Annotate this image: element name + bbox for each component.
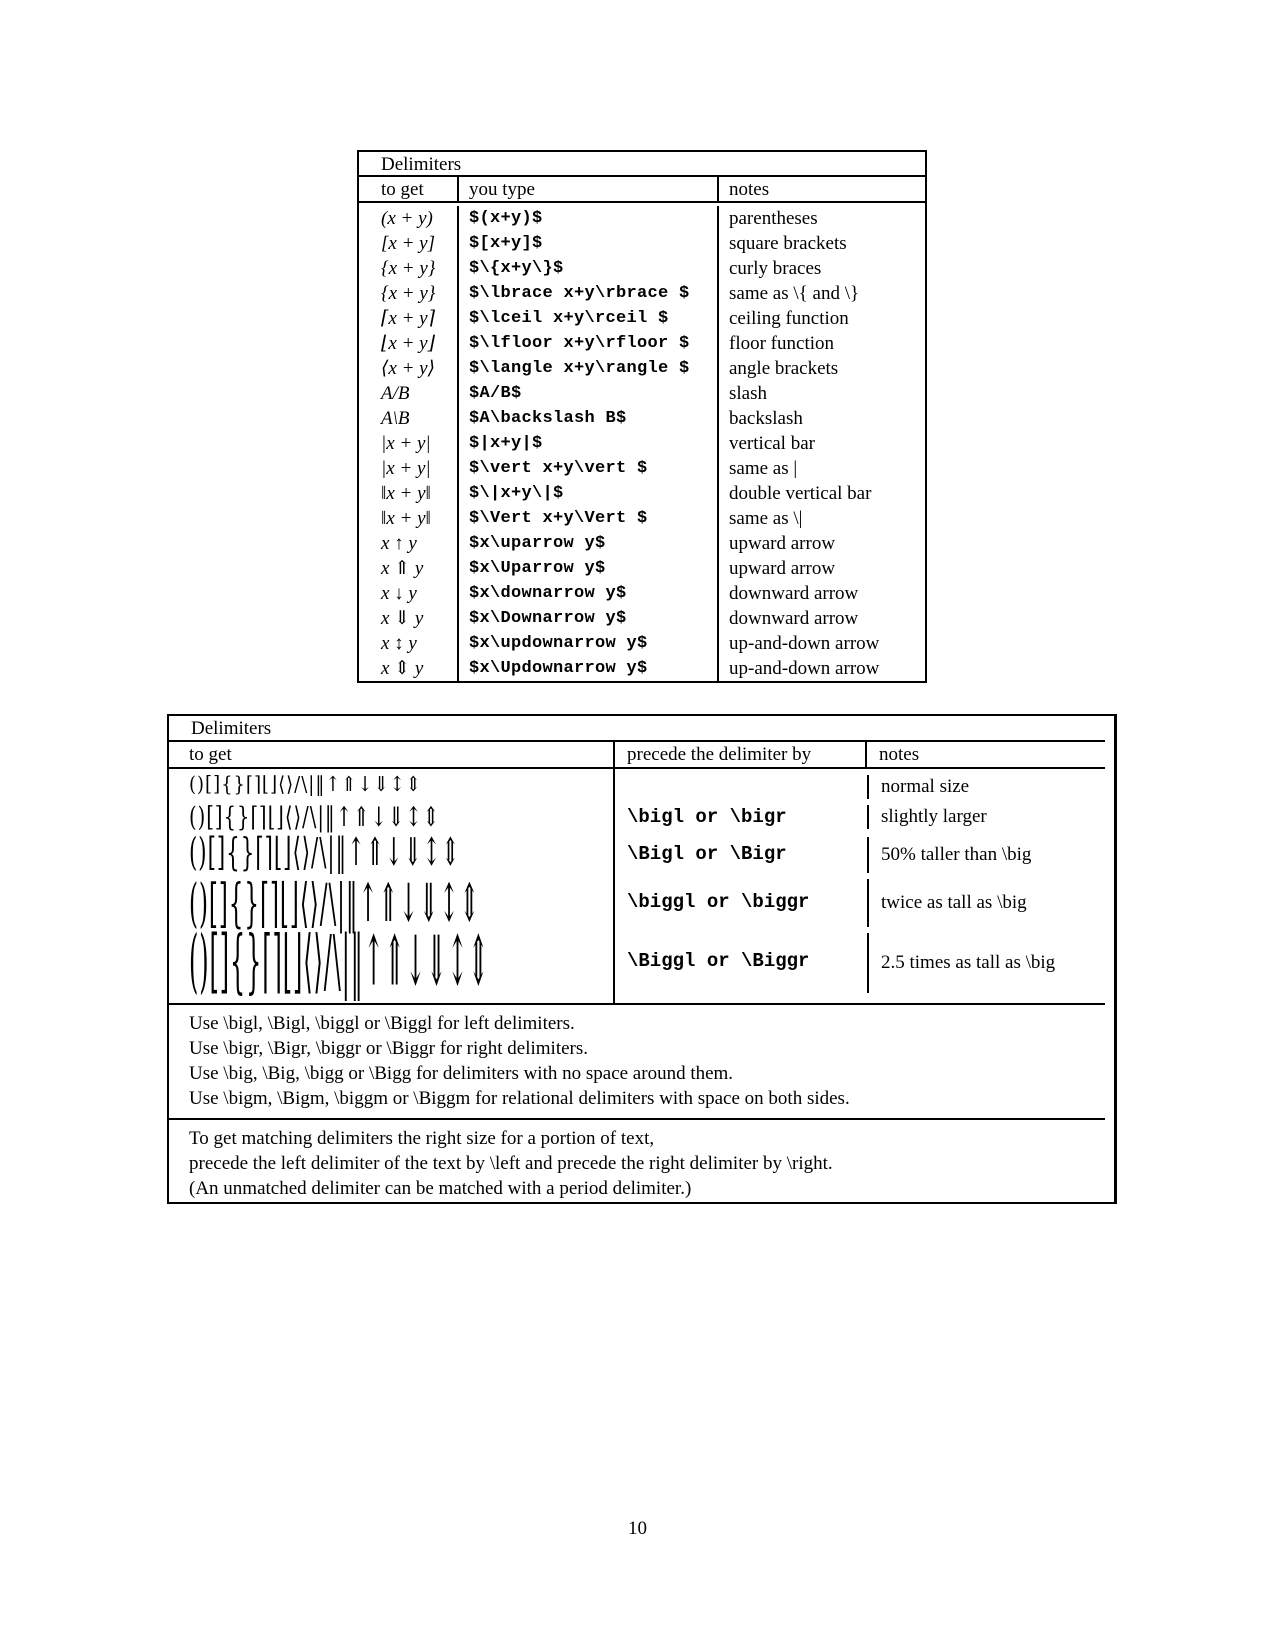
- cell-you-type: $x\updownarrow y$: [459, 631, 719, 656]
- table-row: [359, 381, 925, 406]
- cell-you-type: $\lbrace x+y\rbrace $: [459, 281, 719, 306]
- cell-you-type: $[x+y]$: [459, 231, 719, 256]
- delimiter-sizes-table: [167, 714, 1117, 1204]
- delimiter-sample-normal: ()[]{}⌈⌉⌊⌋⟨⟩/\|‖↑⇑↓⇓↕⇕: [189, 772, 422, 797]
- matching-delimiters-notes: [169, 1120, 1105, 1201]
- table-row: [359, 356, 925, 381]
- table-caption: Delimiters: [359, 152, 925, 177]
- note-50-taller: 50% taller than \big: [867, 837, 1031, 873]
- cell-to-get: [x + y]: [359, 231, 459, 256]
- cell-you-type: $\{x+y\}$: [459, 256, 719, 281]
- cell-to-get: ‖x + y‖: [359, 481, 459, 506]
- table-header-row: [359, 177, 925, 203]
- table-row: [359, 606, 925, 631]
- table-row: [359, 631, 925, 656]
- cell-notes: downward arrow: [729, 608, 859, 629]
- cell-you-type: $\langle x+y\rangle $: [459, 356, 719, 381]
- cell-you-type: $x\uparrow y$: [459, 531, 719, 556]
- cell-to-get: ⌊x + y⌋: [359, 331, 459, 356]
- cell-notes: same as |: [729, 458, 798, 479]
- cell-you-type: $x\Uparrow y$: [459, 556, 719, 581]
- table-body: [359, 203, 925, 681]
- command-Big: \Bigl or \Bigr: [627, 843, 787, 865]
- delimiter-sample-Big: ()[]{}⌈⌉⌊⌋⟨⟩/\|‖↑⇑↓⇓↕⇕: [189, 831, 461, 876]
- cell-you-type: $\|x+y\|$: [459, 481, 719, 506]
- note-slightly-larger: slightly larger: [867, 805, 987, 829]
- delimiter-samples-column: [169, 769, 615, 1003]
- command-Bigg: \Biggl or \Biggr: [627, 950, 810, 972]
- note-normal-size: normal size: [867, 775, 969, 799]
- table-row: [359, 506, 925, 531]
- cell-notes: parentheses: [729, 208, 818, 229]
- cell-to-get: x ↑ y: [359, 531, 459, 556]
- cell-notes: up-and-down arrow: [729, 633, 880, 654]
- delimiter-sample-big: ()[]{}⌈⌉⌊⌋⟨⟩/\|‖↑⇑↓⇓↕⇕: [189, 800, 441, 833]
- table-row: [359, 281, 925, 306]
- cell-to-get: ⌈x + y⌉: [359, 306, 459, 331]
- table-row: [359, 531, 925, 556]
- cell-to-get: A\B: [359, 406, 459, 431]
- cell-you-type: $x\downarrow y$: [459, 581, 719, 606]
- command-column: [615, 769, 867, 1003]
- usage-line: Use \bigl, \Bigl, \biggl or \Biggl for left delimiters.: [189, 1013, 575, 1034]
- table-row: [359, 306, 925, 331]
- size-notes-column: [867, 769, 1105, 1003]
- table-header-row: [169, 742, 1105, 769]
- cell-to-get: x ↕ y: [359, 631, 459, 656]
- cell-notes: curly braces: [729, 258, 822, 279]
- cell-notes: square brackets: [729, 233, 847, 254]
- page-number: 10: [628, 1518, 647, 1539]
- matching-line: To get matching delimiters the right size for a portion of text,: [189, 1128, 655, 1149]
- note-twice-as-tall: twice as tall as \big: [867, 879, 1027, 927]
- matching-line: (An unmatched delimiter can be matched with a period delimiter.): [189, 1178, 692, 1199]
- table-row: [359, 556, 925, 581]
- cell-to-get: ‖x + y‖: [359, 506, 459, 531]
- header-to-get: to get: [359, 177, 459, 201]
- cell-notes: double vertical bar: [729, 483, 872, 504]
- cell-to-get: x ⇕ y: [359, 656, 459, 681]
- cell-to-get: |x + y|: [359, 431, 459, 456]
- note-2-5-times: 2.5 times as tall as \big: [867, 933, 1055, 993]
- cell-notes: angle brackets: [729, 358, 839, 379]
- cell-notes: slash: [729, 383, 767, 404]
- cell-to-get: x ⇑ y: [359, 556, 459, 581]
- header-notes: notes: [729, 179, 770, 200]
- sizes-section: [169, 769, 1105, 1005]
- cell-you-type: $x\Downarrow y$: [459, 606, 719, 631]
- cell-to-get: |x + y|: [359, 456, 459, 481]
- cell-you-type: $\vert x+y\vert $: [459, 456, 719, 481]
- cell-you-type: $(x+y)$: [459, 206, 719, 231]
- cell-you-type: $|x+y|$: [459, 431, 719, 456]
- delimiter-sample-bigg: ()[]{}⌈⌉⌊⌋⟨⟩/\|‖↑⇑↓⇓↕⇕: [189, 872, 480, 935]
- command-bigg: \biggl or \biggr: [627, 891, 810, 913]
- header-notes: notes: [879, 744, 920, 765]
- cell-notes: same as \{ and \}: [729, 283, 860, 304]
- usage-line: Use \bigr, \Bigr, \biggr or \Biggr for right delimiters.: [189, 1038, 589, 1059]
- cell-notes: ceiling function: [729, 308, 849, 329]
- table-row: [359, 581, 925, 606]
- cell-to-get: {x + y}: [359, 281, 459, 306]
- usage-line: Use \big, \Big, \bigg or \Bigg for delimiters with no space around them.: [189, 1063, 734, 1084]
- delimiters-table: [357, 150, 927, 683]
- table-row: [359, 481, 925, 506]
- cell-to-get: x ↓ y: [359, 581, 459, 606]
- table-row: [359, 456, 925, 481]
- cell-you-type: $x\Updownarrow y$: [459, 656, 719, 681]
- cell-notes: backslash: [729, 408, 803, 429]
- table-row: [359, 331, 925, 356]
- cell-notes: upward arrow: [729, 533, 836, 554]
- table-caption: Delimiters: [169, 716, 1105, 742]
- matching-line: precede the left delimiter of the text by \left and precede the right delimiter by \right.: [189, 1153, 833, 1174]
- cell-notes: up-and-down arrow: [729, 658, 880, 679]
- cell-to-get: ⟨x + y⟩: [359, 356, 459, 381]
- cell-you-type: $A/B$: [459, 381, 719, 406]
- cell-notes: downward arrow: [729, 583, 859, 604]
- usage-line: Use \bigm, \Bigm, \biggm or \Biggm for relational delimiters with space on both sides.: [189, 1088, 850, 1109]
- header-precede-by: precede the delimiter by: [615, 742, 867, 767]
- command-big: \bigl or \bigr: [627, 806, 787, 828]
- cell-notes: same as \|: [729, 508, 803, 529]
- cell-notes: vertical bar: [729, 433, 815, 454]
- cell-to-get: x ⇓ y: [359, 606, 459, 631]
- cell-you-type: $\Vert x+y\Vert $: [459, 506, 719, 531]
- cell-to-get: (x + y): [359, 206, 459, 231]
- table-row: [359, 256, 925, 281]
- cell-notes: upward arrow: [729, 558, 836, 579]
- header-you-type: you type: [459, 177, 719, 201]
- cell-notes: floor function: [729, 333, 835, 354]
- cell-you-type: $\lceil x+y\rceil $: [459, 306, 719, 331]
- delimiter-sample-Bigg: ()[]{}⌈⌉⌊⌋⟨⟩/\|‖↑⇑↓⇓↕⇕: [189, 923, 490, 1004]
- table-right-rule: [1114, 714, 1117, 1204]
- cell-to-get: A/B: [359, 381, 459, 406]
- usage-notes: [169, 1005, 1105, 1120]
- table-row: [359, 406, 925, 431]
- table-row: [359, 231, 925, 256]
- cell-you-type: $A\backslash B$: [459, 406, 719, 431]
- header-to-get: to get: [169, 742, 615, 767]
- table-row: [359, 431, 925, 456]
- cell-you-type: $\lfloor x+y\rfloor $: [459, 331, 719, 356]
- table-row: [359, 206, 925, 231]
- cell-to-get: {x + y}: [359, 256, 459, 281]
- table-row: [359, 656, 925, 681]
